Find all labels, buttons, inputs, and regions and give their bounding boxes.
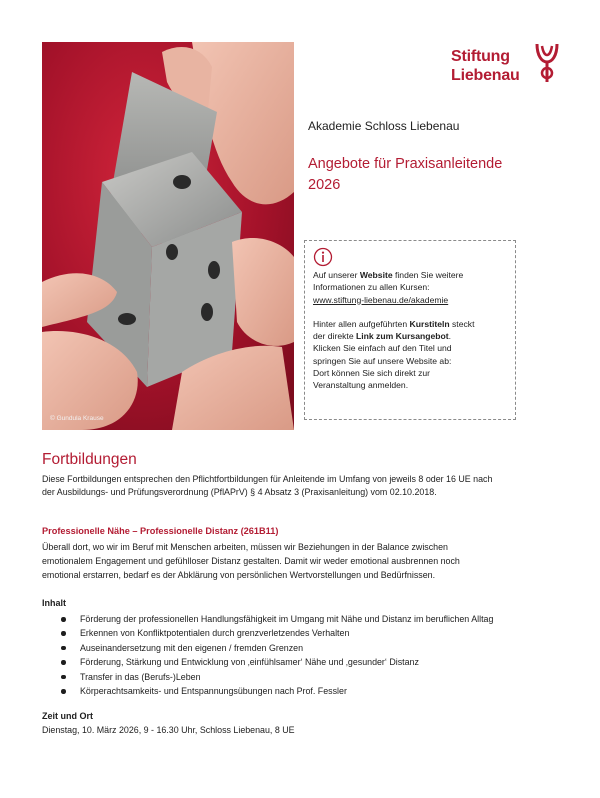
page-title: Angebote für Praxisanleitende xyxy=(308,156,503,172)
stiftung-liebenau-logo[interactable] xyxy=(451,40,561,90)
time-place-heading: Zeit und Ort xyxy=(42,711,93,721)
info-text-1: Auf unserer Website finden Sie weitere Informationen zu allen Kursen: www.stiftung-liebenau.de/akademie xyxy=(313,270,464,305)
section-intro: Diese Fortbildungen entsprechen den Pflichtfortbildungen für Anleitende im Umfang von jeweils 8 oder 16 UE nach der Ausbildungs- und Prüfungsverordnung (PflAPrV) § 4 Absatz 3 (Praxisanleitung) vom 02.10.2018. xyxy=(42,474,493,497)
tulip-logo-icon xyxy=(534,42,560,84)
logo-text-line1: Stiftung xyxy=(451,48,510,65)
list-item: Auseinandersetzung mit den eigenen / fremden Grenzen xyxy=(42,641,493,655)
info-text-2: Hinter allen aufgeführten Kurstiteln steckt der direkte Link zum Kursangebot. Klicken Sie einfach auf den Titel und springen Sie auf unsere Website ab: Dort können Sie sich direkt zur Veranstaltung anmelden. xyxy=(313,318,475,391)
course-description: Überall dort, wo wir im Beruf mit Menschen arbeiten, müssen wir Beziehungen in der Balance zwischen emotionalem Engagement und gefühlloser Distanz gestalten. Damit wir weder emotional ausbrennen noch emotional erstarren, bedarf es der Abklärung von persönlichen Wertvorstellungen und Bedürfnissen. xyxy=(42,542,460,580)
academy-name: Akademie Schloss Liebenau xyxy=(308,119,460,133)
cover-photo xyxy=(42,42,294,430)
photo-credit: © Gundula Krause xyxy=(50,415,104,422)
course-title-link[interactable]: Professionelle Nähe – Professionelle Distanz (261B11) xyxy=(42,526,279,536)
bullet-icon xyxy=(61,617,66,622)
section-title: Fortbildungen xyxy=(42,451,137,468)
bullet-icon xyxy=(61,631,66,636)
page-year: 2026 xyxy=(308,177,341,193)
list-item: Erkennen von Konfliktpotentialen durch grenzverletzendes Verhalten xyxy=(42,626,493,640)
time-place-value: Dienstag, 10. März 2026, 9 - 16.30 Uhr, Schloss Liebenau, 8 UE xyxy=(42,725,295,735)
content-heading: Inhalt xyxy=(42,598,66,608)
info-box xyxy=(304,240,516,420)
list-item: Körperachtsamkeits- und Entspannungsübungen nach Prof. Fessler xyxy=(42,684,493,698)
list-item: Förderung der professionellen Handlungsfähigkeit im Umgang mit Nähe und Distanz im beruflichen Alltag xyxy=(42,612,493,626)
bullet-icon xyxy=(61,660,66,665)
list-item: Förderung, Stärkung und Entwicklung von ‚einfühlsamer‘ Nähe und ‚gesunder‘ Distanz xyxy=(42,655,493,669)
bullet-icon xyxy=(61,689,66,694)
info-icon xyxy=(313,247,333,267)
bullet-icon xyxy=(61,646,66,651)
website-link[interactable]: www.stiftung-liebenau.de/akademie xyxy=(313,294,449,305)
bullet-icon xyxy=(61,675,66,680)
logo-text-line2: Liebenau xyxy=(451,67,520,84)
list-item: Transfer in das (Berufs-)Leben xyxy=(42,670,493,684)
content-list xyxy=(42,612,493,698)
hands-holding-metal-block-image xyxy=(42,42,294,430)
